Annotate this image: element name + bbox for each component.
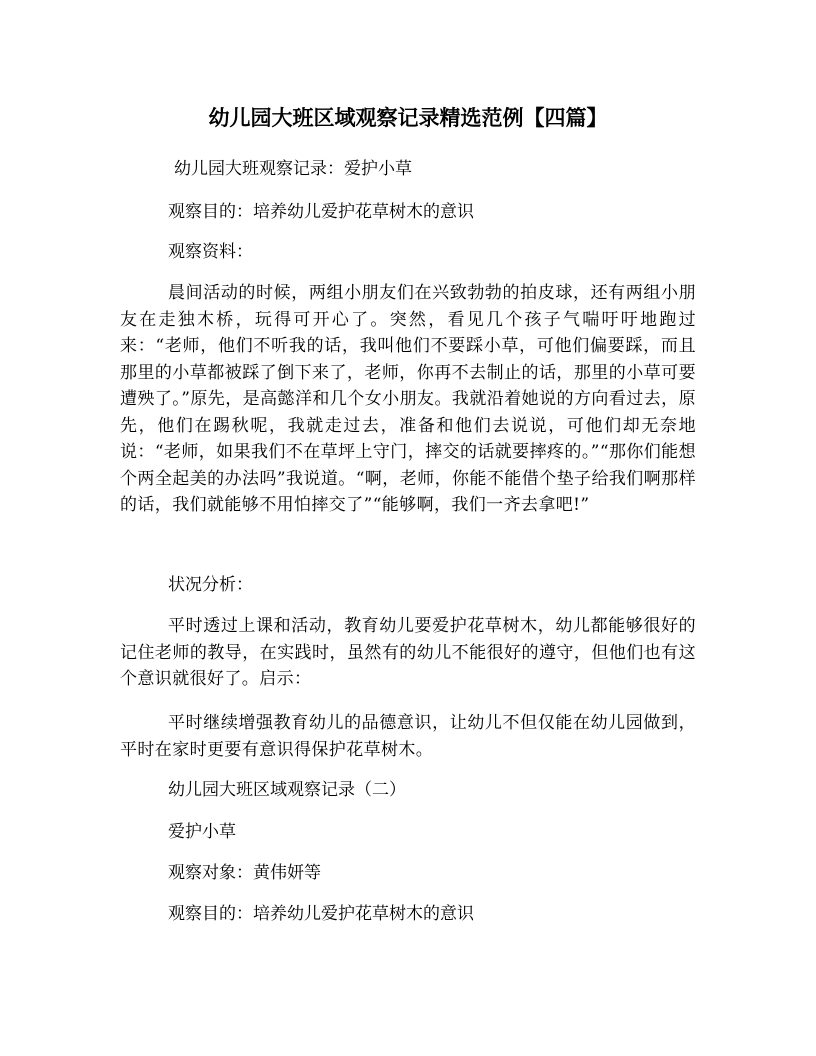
record2-heading: 幼儿园大班区域观察记录（二） (168, 780, 406, 800)
record1-purpose: 观察目的：培养幼儿爱护花草树木的意识 (168, 202, 474, 222)
record2-subject: 观察对象：黄伟妍等 (168, 863, 321, 883)
record1-analysis-label: 状况分析： (168, 575, 253, 595)
record2-purpose: 观察目的：培养幼儿爱护花草树木的意识 (168, 904, 474, 924)
record1-material-text: 晨间活动的时候，两组小朋友们在兴致勃勃的拍皮球，还有两组小朋友在走独木桥，玩得可开心了。突然，看见几个孩子气喘吁吁地跑过来：“老师，他们不听我的话，我叫他们不要踩小草，可他们偏要踩，而且那里的小草都被踩了倒下来了，老师，你再不去制止的话，那里的小草可要遭殃了。”原先，是高懿洋和几个女小朋友。我就沿着她说的方向看过去，原先，他们在踢秋呢，我就走过去，准备和他们去说说，可他们却无奈地说：“老师，如果我们不在草坪上守门，摔交的话就要摔疼的。”“那你们能想个两全起美的办法吗”我说道。“啊，老师，你能不能借个垫子给我们啊那样的话，我们就能够不用怕摔交了”“能够啊，我们一齐去拿吧!” (120, 283, 696, 515)
record1-inspiration-text: 平时继续增强教育幼儿的品德意识，让幼儿不但仅能在幼儿园做到，平时在家时更要有意识得保护花草树木。 (120, 713, 696, 760)
record2-subtitle: 爱护小草 (168, 822, 236, 842)
record1-heading: 幼儿园大班观察记录：爱护小草 (174, 159, 412, 179)
record1-analysis-text: 平时透过上课和活动，教育幼儿要爱护花草树木，幼儿都能够很好的记住老师的教导，在实践时，虽然有的幼儿不能很好的遵守，但他们也有这个意识就很好了。启示： (120, 616, 696, 689)
document-title: 幼儿园大班区域观察记录精选范例【四篇】 (208, 106, 608, 130)
record1-material-label: 观察资料： (168, 242, 253, 262)
